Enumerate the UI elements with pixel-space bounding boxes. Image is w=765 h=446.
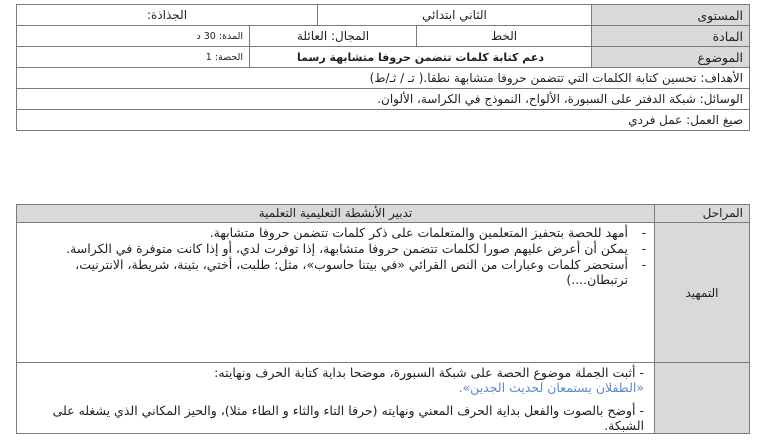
session-text: الحصة: 1 [17, 47, 250, 68]
level-value: الثاني ابتدائي [318, 5, 592, 26]
topic-value: دعم كتابة كلمات تتضمن حروفا متشابهة رسما [250, 47, 592, 68]
activities-header-row [17, 205, 750, 223]
activities-table [16, 204, 750, 434]
info-row-goals [17, 68, 750, 89]
work-text: صيغ العمل: عمل فردي [17, 110, 750, 131]
info-row-subject [17, 26, 750, 47]
practice-activities [17, 363, 655, 434]
level-label: المستوى [592, 5, 750, 26]
subject-value: الخط [417, 26, 592, 47]
goals-text: الأهداف: تحسين كتابة الكلمات التي تتضمن حروفا متشابهة نطقا.( تـ / ثـ/ط) [17, 68, 750, 89]
intro-stage-label: التمهيد [655, 223, 750, 363]
info-row-topic [17, 47, 750, 68]
step1-instruction: - أثبت الجملة موضوع الحصة على شبكة السبورة، موضحا بداية كتابة الحرف ونهايته: [214, 365, 644, 380]
step1-example-sentence: «الطفلان يستمعان لحديث الجدين». [458, 380, 644, 395]
stages-header: المراحل [655, 205, 750, 223]
list-item: - يمكن أن أعرض عليهم صورا لكلمات تتضمن حروفا متشابهة، إذا توفرت لدي، أو إذا كانت متوفرة في الكراسة. [66, 241, 646, 256]
practice-stage-label [655, 363, 750, 434]
activities-header: تدبير الأنشطة التعليمية التعلمية [17, 205, 655, 223]
info-row-level [17, 5, 750, 26]
intro-row [17, 223, 750, 363]
subject-label: المادة [592, 26, 750, 47]
step1-text [17, 363, 654, 395]
info-row-work [17, 110, 750, 131]
folder-label: الجذاذة: [17, 5, 318, 26]
list-item-text: أستحضر كلمات وعبارات من النص القرائي «في بيتنا حاسوب»، مثل: طلبت، أختي، بثينة، شريطة، الانترنيت، ترتبطان....) [75, 257, 628, 287]
step2-text: - أوضح بالصوت والفعل بداية الحرف المعني ونهايته (حرفا التاء والثاء و الطاء مثلا)، والحيز المكاني الذي يشغله على الشبكة. [52, 403, 644, 433]
list-item-text: أمهد للحصة بتحفيز المتعلمين والمتعلمات على ذكر كلمات تتضمن حروفا متشابهة. [209, 225, 628, 240]
list-item: - أمهد للحصة بتحفيز المتعلمين والمتعلمات على ذكر كلمات تتضمن حروفا متشابهة. [209, 225, 646, 240]
field-text: المجال: العائلة [250, 26, 417, 47]
means-text: الوسائل: شبكة الدفتر على السبورة، الألواح، النموذج في الكراسة، الألوان. [17, 89, 750, 110]
list-item: - أستحضر كلمات وعبارات من النص القرائي «في بيتنا حاسوب»، مثل: طلبت، أختي، بثينة، شريطة، الانترنيت، ترتبطان....) [75, 257, 646, 287]
list-item-text: يمكن أن أعرض عليهم صورا لكلمات تتضمن حروفا متشابهة، إذا توفرت لدي، أو إذا كانت متوفرة في الكراسة. [66, 241, 628, 256]
topic-label: الموضوع [592, 47, 750, 68]
intro-activities [17, 223, 655, 363]
duration-text: المدة: 30 د [17, 26, 250, 47]
intro-list [17, 225, 654, 287]
info-row-means [17, 89, 750, 110]
practice-row [17, 363, 750, 434]
lesson-info-table [16, 4, 750, 131]
